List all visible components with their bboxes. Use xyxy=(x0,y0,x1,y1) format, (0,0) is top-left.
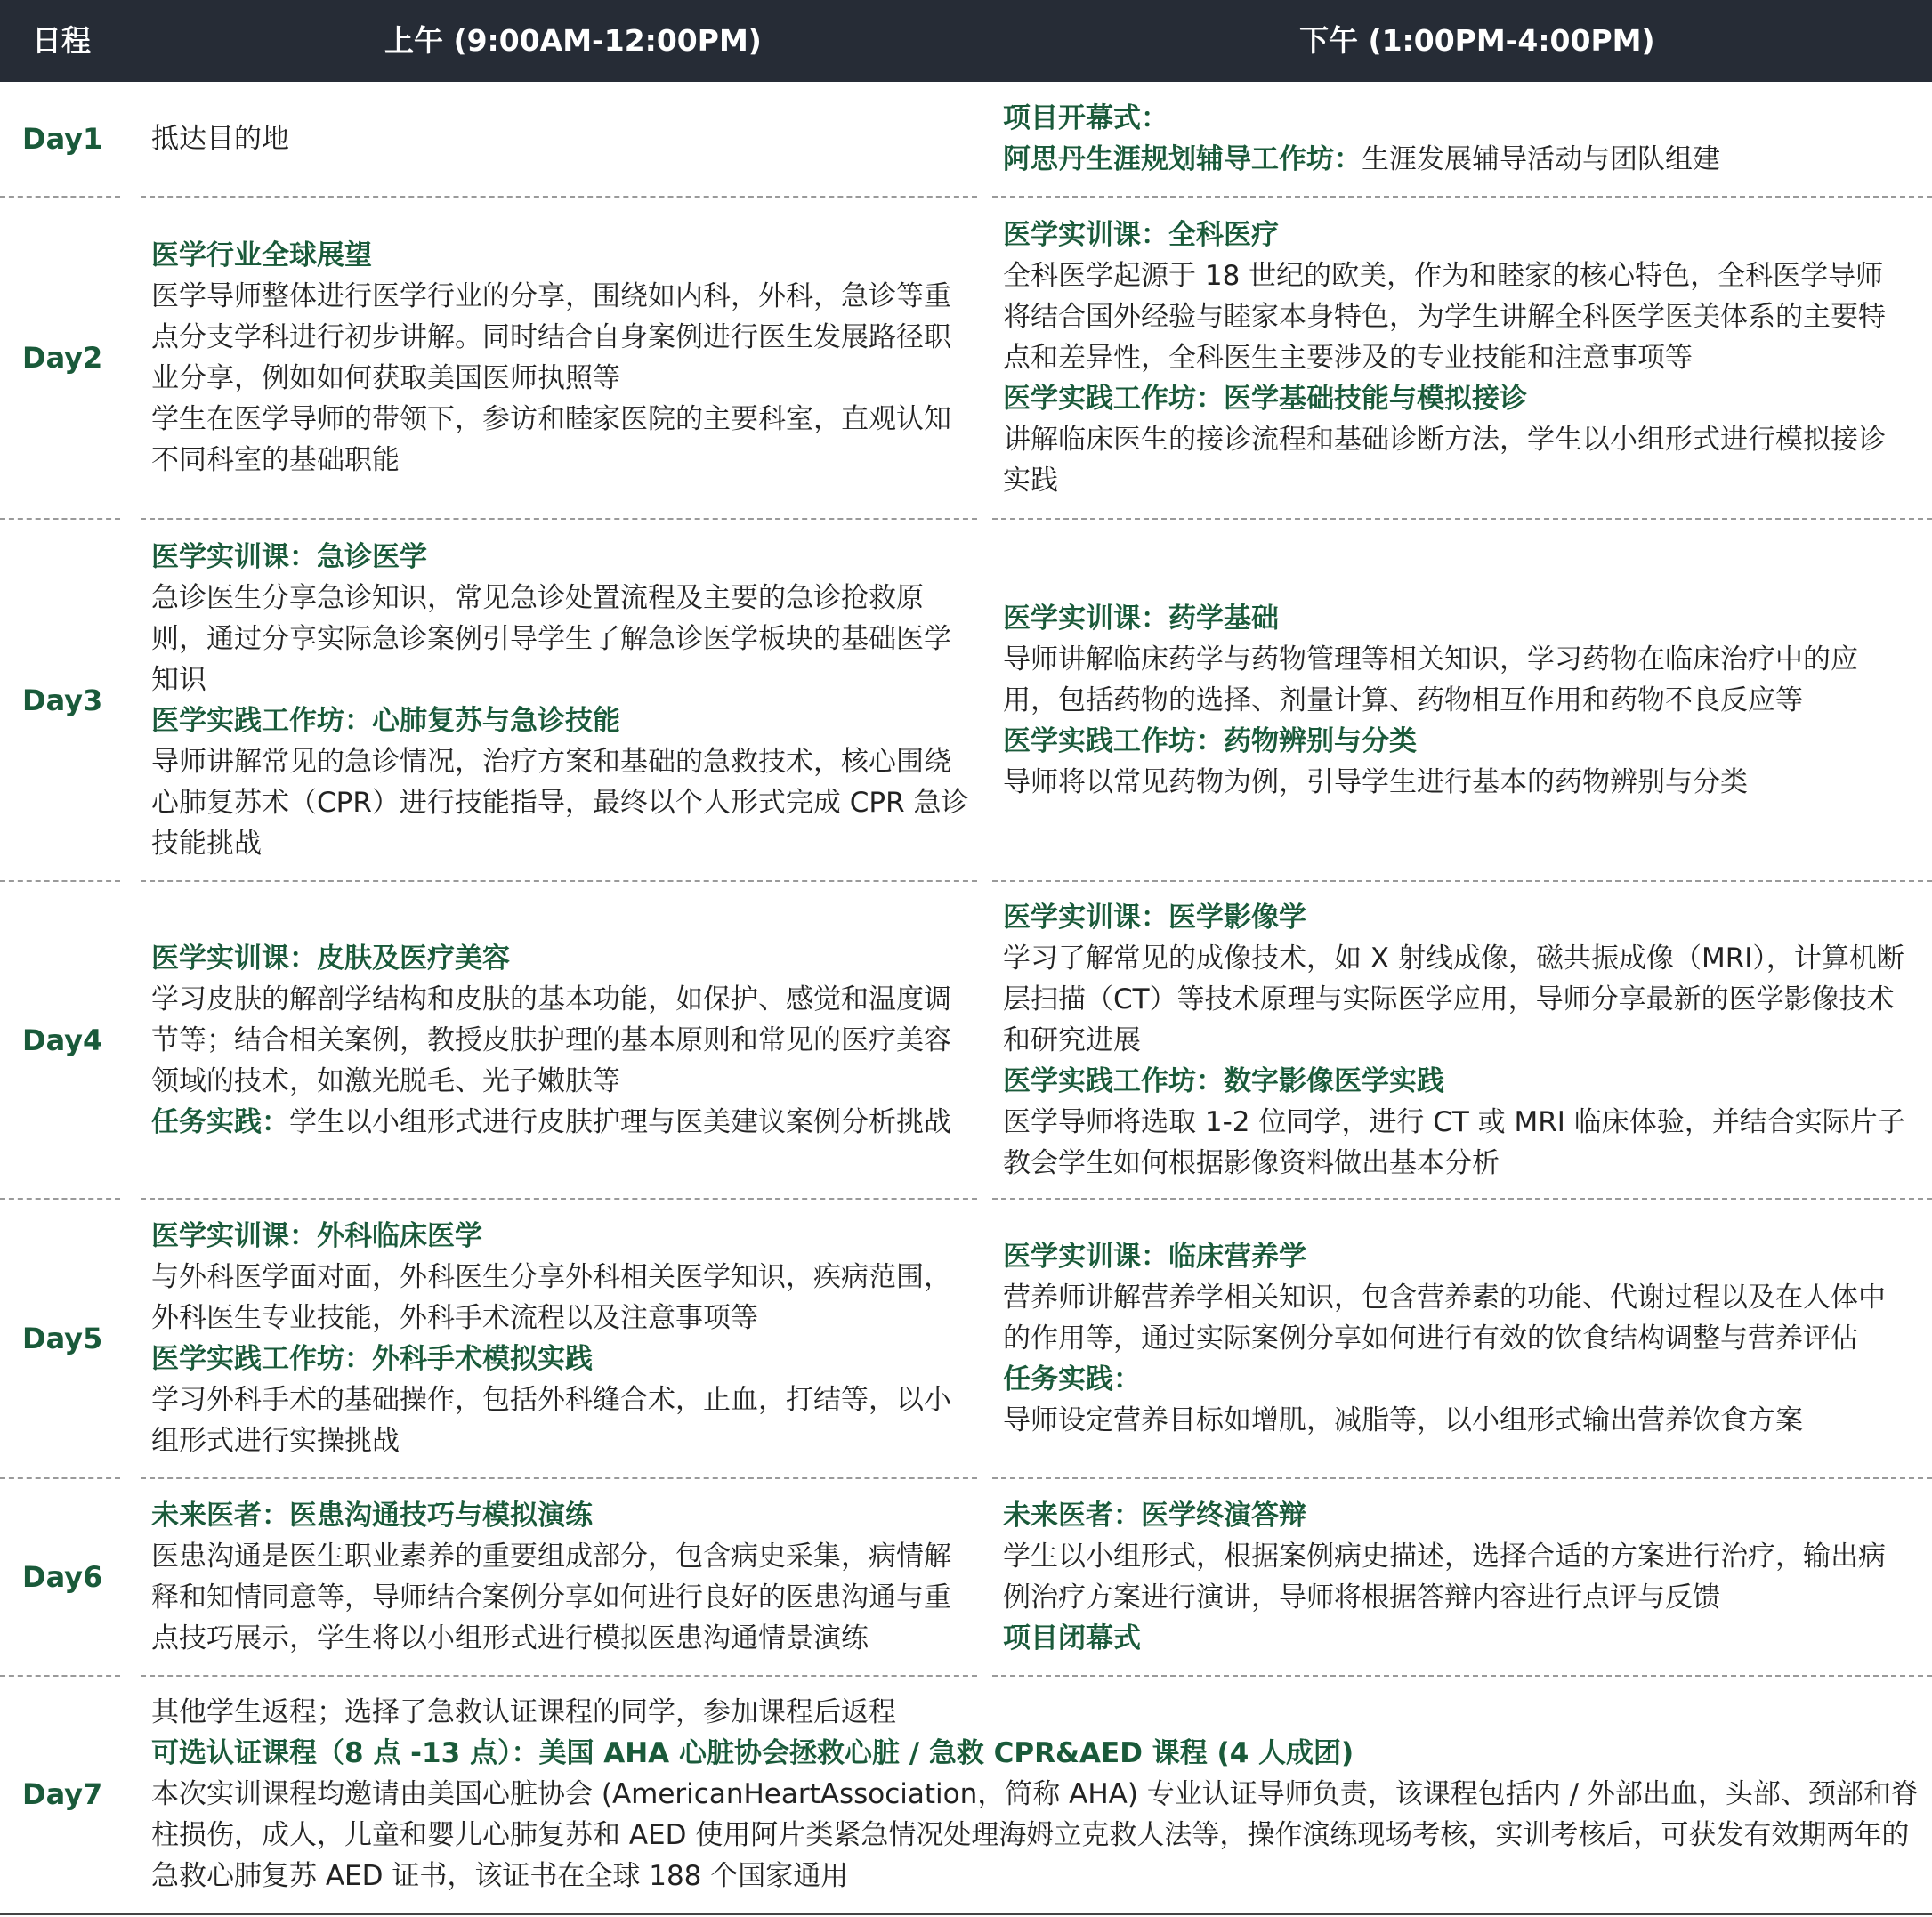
afternoon-title: 项目开幕式： xyxy=(1003,102,1168,134)
afternoon-text: 导师设定营养目标如增肌，减脂等，以小组形式输出营养饮食方案 xyxy=(1003,1404,1803,1436)
morning-text: 学习外科手术的基础操作，包括外科缝合术，止血，打结等，以小组形式进行实操挑战 xyxy=(151,1384,951,1457)
day-row-7 xyxy=(0,1677,1932,1912)
afternoon-text: 导师将以常见药物为例，引导学生进行基本的药物辨别与分类 xyxy=(1003,765,1748,798)
day-label: Day2 xyxy=(22,341,103,375)
morning-text: 医学导师整体进行医学行业的分享，围绕如内科，外科，急诊等重点分支学科进行初步讲解。同时结合自身案例进行医生发展路径职业分享，例如如何获取美国医师执照等 xyxy=(151,280,951,394)
morning-title: 医学行业全球展望 xyxy=(151,239,372,271)
afternoon-text: 医学导师将选取 1-2 位同学，进行 CT 或 MRI 临床体验，并结合实际片子教会学生如何根据影像资料做出基本分析 xyxy=(1003,1105,1905,1179)
table-bottom-border xyxy=(0,1913,1932,1915)
morning-text: 医患沟通是医生职业素养的重要组成部分，包含病史采集，病情解释和知情同意等，导师结合案例分享如何进行良好的医患沟通与重点技巧展示，学生将以小组形式进行模拟医患沟通情景演练 xyxy=(151,1541,951,1654)
header-day: 日程 xyxy=(32,23,91,58)
day-label: Day7 xyxy=(22,1777,103,1811)
morning-cell xyxy=(151,1200,970,1477)
day-label: Day5 xyxy=(22,1322,103,1355)
day-label: Day6 xyxy=(22,1560,103,1594)
afternoon-text: 全科医学起源于 18 世纪的欧美，作为和睦家的核心特色，全科医学导师将结合国外经验与睦家本身特色，为学生讲解全科医学医美体系的主要特点和差异性，全科医生主要涉及的专业技能和注意事项等 xyxy=(1003,260,1886,374)
morning-cell xyxy=(151,520,970,880)
afternoon-text: 营养师讲解营养学相关知识，包含营养素的功能、代谢过程以及在人体中的作用等，通过实际案例分享如何进行有效的饮食结构调整与营养评估 xyxy=(1003,1282,1886,1355)
full-day-title: 可选认证课程（8 点 -13 点）：美国 AHA 心脏协会拯救心脏 / 急救 CPR&AED 课程 (4 人成团) xyxy=(151,1737,1354,1769)
full-day-cell xyxy=(151,1677,1922,1912)
afternoon-title: 医学实训课：全科医疗 xyxy=(1003,219,1279,251)
afternoon-title: 医学实践工作坊：医学基础技能与模拟接诊 xyxy=(1003,383,1527,415)
full-day-text: 本次实训课程均邀请由美国心脏协会 (AmericanHeartAssociation，简称 AHA) 专业认证导师负责，该课程包括内 / 外部出血，头部、颈部和脊柱损伤，成人，儿童和婴儿心肺复苏和 AED 使用阿片类紧急情况处理海姆立克救人法等，操作演练现场考核，实训考核后，可获发有效期两年的急救心肺复苏 AED 证书，该证书在全球 188 个国家通用 xyxy=(151,1778,1919,1892)
afternoon-title: 未来医者：医学终演答辩 xyxy=(1003,1500,1306,1532)
morning-text: 学生以小组形式进行皮肤护理与医美建议案例分析挑战 xyxy=(289,1105,951,1138)
morning-text: 学生在医学导师的带领下，参访和睦家医院的主要科室，直观认知不同科室的基础职能 xyxy=(151,403,951,476)
day-row-4 xyxy=(0,882,1932,1198)
afternoon-title: 医学实践工作坊：数字影像医学实践 xyxy=(1003,1064,1444,1097)
morning-cell xyxy=(151,882,970,1198)
day-label: Day3 xyxy=(22,683,103,717)
afternoon-text: 生涯发展辅导活动与团队组建 xyxy=(1362,143,1720,175)
morning-cell xyxy=(151,198,970,518)
day-label: Day1 xyxy=(22,122,103,156)
afternoon-cell xyxy=(1003,520,1911,880)
afternoon-title: 医学实训课：药学基础 xyxy=(1003,602,1279,635)
morning-title: 未来医者：医患沟通技巧与模拟演练 xyxy=(151,1500,593,1532)
morning-text: 急诊医生分享急诊知识，常见急诊处置流程及主要的急诊抢救原则，通过分享实际急诊案例引导学生了解急诊医学板块的基础医学知识 xyxy=(151,581,951,696)
afternoon-title: 医学实践工作坊：药物辨别与分类 xyxy=(1003,724,1417,757)
afternoon-title: 任务实践： xyxy=(1003,1363,1141,1395)
morning-text: 抵达目的地 xyxy=(151,123,289,155)
day-row-5 xyxy=(0,1200,1932,1477)
morning-title: 医学实训课：皮肤及医疗美容 xyxy=(151,942,510,975)
schedule-header xyxy=(0,0,1932,82)
day-row-2 xyxy=(0,198,1932,518)
afternoon-text: 导师讲解临床药学与药物管理等相关知识，学习药物在临床治疗中的应用，包括药物的选择、剂量计算、药物相互作用和药物不良反应等 xyxy=(1003,643,1858,716)
afternoon-text: 学习了解常见的成像技术，如 X 射线成像，磁共振成像（MRI），计算机断层扫描（CT）等技术原理与实际医学应用，导师分享最新的医学影像技术和研究进展 xyxy=(1003,942,1904,1056)
full-day-text: 其他学生返程；选择了急救认证课程的同学，参加课程后返程 xyxy=(151,1696,896,1728)
morning-title: 医学实践工作坊：外科手术模拟实践 xyxy=(151,1343,593,1375)
morning-title: 医学实训课：急诊医学 xyxy=(151,540,427,573)
afternoon-cell xyxy=(1003,1200,1911,1477)
afternoon-title: 医学实训课：医学影像学 xyxy=(1003,901,1306,934)
afternoon-text: 讲解临床医生的接诊流程和基础诊断方法，学生以小组形式进行模拟接诊实践 xyxy=(1003,424,1886,497)
afternoon-cell xyxy=(1003,1479,1911,1675)
morning-title: 任务实践： xyxy=(151,1105,289,1138)
day-row-3 xyxy=(0,520,1932,880)
afternoon-cell xyxy=(1003,82,1911,196)
morning-cell xyxy=(151,1479,970,1675)
morning-title: 医学实践工作坊：心肺复苏与急诊技能 xyxy=(151,704,620,737)
afternoon-cell xyxy=(1003,198,1911,518)
day-label: Day4 xyxy=(22,1023,103,1057)
morning-cell xyxy=(151,82,970,196)
afternoon-subtitle: 阿思丹生涯规划辅导工作坊： xyxy=(1003,143,1362,175)
afternoon-cell xyxy=(1003,882,1911,1198)
morning-text: 学习皮肤的解剖学结构和皮肤的基本功能，如保护、感觉和温度调节等；结合相关案例，教授皮肤护理的基本原则和常见的医疗美容领域的技术，如激光脱毛、光子嫩肤等 xyxy=(151,983,951,1097)
morning-title: 医学实训课：外科临床医学 xyxy=(151,1220,482,1252)
header-morning: 上午 (9:00AM-12:00PM) xyxy=(384,23,762,58)
afternoon-text: 学生以小组形式，根据案例病史描述，选择合适的方案进行治疗，输出病例治疗方案进行演讲，导师将根据答辩内容进行点评与反馈 xyxy=(1003,1541,1886,1614)
morning-text: 与外科医学面对面，外科医生分享外科相关医学知识，疾病范围，外科医生专业技能，外科手术流程以及注意事项等 xyxy=(151,1261,951,1334)
morning-text: 导师讲解常见的急诊情况，治疗方案和基础的急救技术，核心围绕心肺复苏术（CPR）进行技能指导，最终以个人形式完成 CPR 急诊技能挑战 xyxy=(151,745,969,860)
day-row-1 xyxy=(0,82,1932,196)
day-row-6 xyxy=(0,1479,1932,1675)
afternoon-title: 医学实训课：临床营养学 xyxy=(1003,1241,1306,1273)
header-afternoon: 下午 (1:00PM-4:00PM) xyxy=(1299,23,1655,58)
afternoon-title: 项目闭幕式 xyxy=(1003,1622,1141,1654)
